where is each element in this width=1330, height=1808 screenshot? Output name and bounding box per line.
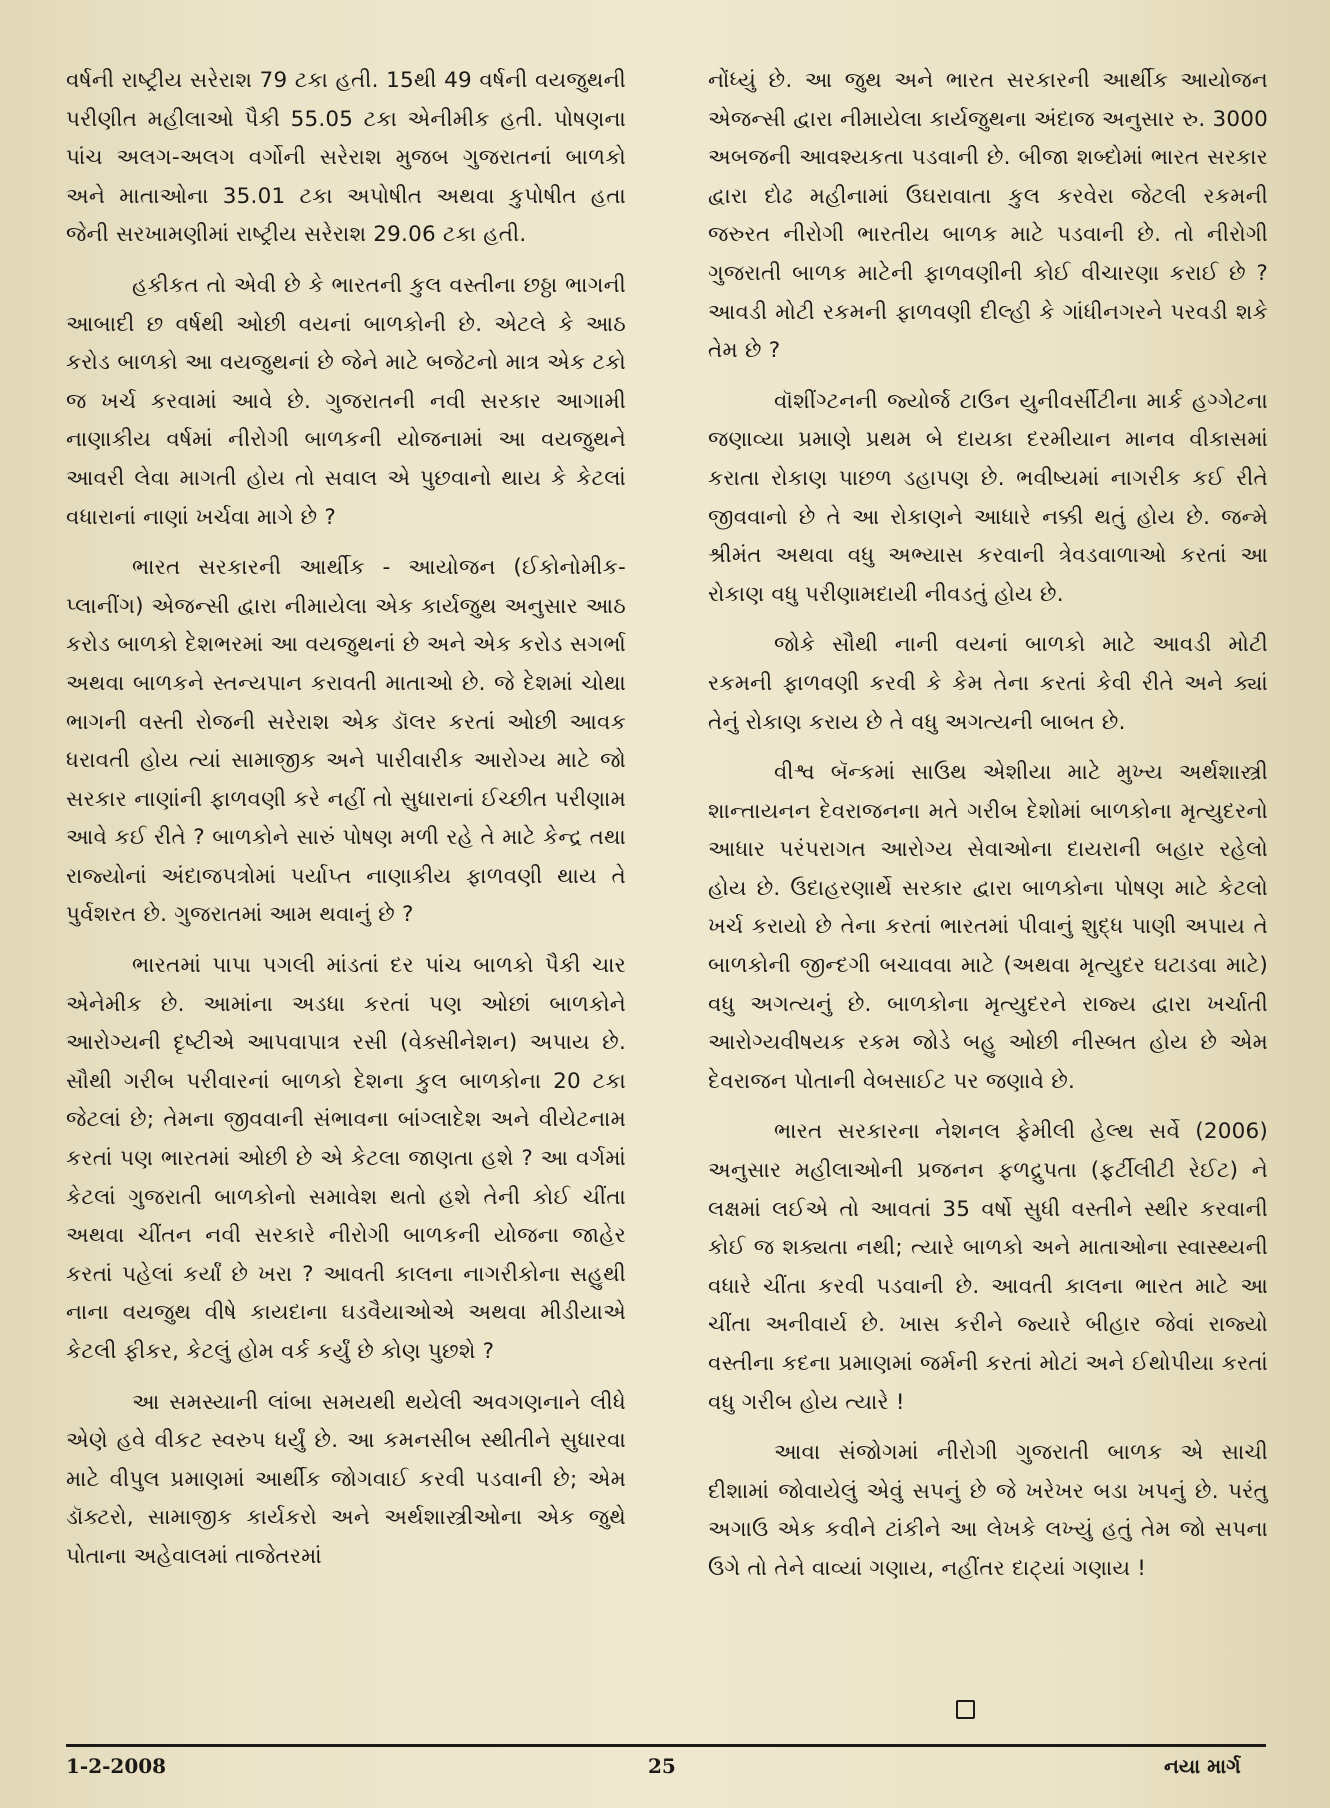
paragraph: નોંધ્યું છે. આ જુથ અને ભારત સરકારની આર્થીક આયોજન એજન્સી દ્વારા નીમાયેલા કાર્યજુથના અંદાજ અનુસાર રુ. 3000 અબજની આવશ્યકતા પડવાની છે. બીજા શબ્દોમાં ભારત સરકાર દ્વારા દોઢ મહીનામાં ઉઘરાવાતા કુલ કરવેરા જેટલી રકમની જરુરત નીરોગી ભારતીય બાળક માટે પડવાની છે. તો નીરોગી ગુજરાતી બાળક માટેની ફાળવણીની કોઈ વીચારણા કરાઈ છે ? આવડી મોટી રકમની ફાળવણી દીલ્હી કે ગાંધીનગરને પરવડી શકે તેમ છે ? bbox=[708, 68, 1268, 364]
paragraph: ભારતમાં પાપા પગલી માંડતાં દર પાંચ બાળકો પૈકી ચાર એનેમીક છે. આમાંના અડધા કરતાં પણ ઓછાં બાળકોને આરોગ્યની દૃષ્ટીએ આપવાપાત્ર રસી (વેક્સીનેશન) અપાય છે. સૌથી ગરીબ પરીવારનાં બાળકો દેશના કુલ બાળકોના 20 ટકા જેટલાં છે; તેમના જીવવાની સંભાવના બાંગ્લાદેશ અને વીયેટનામ કરતાં પણ ભારતમાં ઓછી છે એ કેટલા જાણતા હશે ? આ વર્ગમાં કેટલાં ગુજરાતી બાળકોનો સમાવેશ થતો હશે તેની કોઈ ચીંતા અથવા ચીંતન નવી સરકારે નીરોગી બાળકની યોજના જાહેર કરતાં પહેલાં કર્યાં છે ખરા ? આવતી કાલના નાગરીકોના સહુથી નાના વયજુથ વીષે કાયદાના ઘડવૈયાઓએ અથવા મીડીયાએ કેટલી ફીકર, કેટલું હોમ વર્ક કર્યું છે કોણ પુછશે ? bbox=[66, 953, 626, 1364]
page-number: 25 bbox=[648, 1754, 676, 1778]
publication-name: નયા માર્ગ bbox=[1164, 1754, 1241, 1778]
paragraph: હકીકત તો એવી છે કે ભારતની કુલ વસ્તીના છઠ્ઠા ભાગની આબાદી છ વર્ષથી ઓછી વયનાં બાળકોની છે. એટલે કે આઠ કરોડ બાળકો આ વયજુથનાં છે જેને માટે બજેટનો માત્ર એક ટકો જ ખર્ચ કરવામાં આવે છે. ગુજરાતની નવી સરકાર આગામી નાણાકીય વર્ષમાં નીરોગી બાળકની યોજનામાં આ વયજુથને આવરી લેવા માગતી હોય તો સવાલ એ પુછવાનો થાય કે કેટલાં વધારાનાં નાણાં ખર્ચવા માગે છે ? bbox=[66, 272, 626, 530]
paragraph: ભારત સરકારના નેશનલ ફેમીલી હેલ્થ સર્વે (2006) અનુસાર મહીલાઓની પ્રજનન ફળદ્રુપતા (ફર્ટીલીટી રેઈટ) ને લક્ષમાં લઈએ તો આવતાં 35 વર્ષો સુધી વસ્તીને સ્થીર કરવાની કોઈ જ શક્યતા નથી; ત્યારે બાળકો અને માતાઓના સ્વાસ્થ્યની વધારે ચીંતા કરવી પડવાની છે. આવતી કાલના ભારત માટે આ ચીંતા અનીવાર્ય છે. ખાસ કરીને જ્યારે બીહાર જેવાં રાજ્યો વસ્તીના કદના પ્રમાણમાં જર્મની કરતાં મોટાં અને ઈથોપીયા કરતાં વધુ ગરીબ હોય ત્યારે ! bbox=[708, 1119, 1268, 1415]
paragraph: આ સમસ્યાની લાંબા સમયથી થયેલી અવગણનાને લીધે એણે હવે વીકટ સ્વરુપ ધર્યું છે. આ કમનસીબ સ્થીતીને સુધારવા માટે વીપુલ પ્રમાણમાં આર્થીક જોગવાઈ કરવી પડવાની છે; એમ ડૉક્ટરો, સામાજીક કાર્યકરો અને અર્થશાસ્ત્રીઓના એક જુથે પોતાના અહેવાલમાં તાજેતરમાં bbox=[66, 1389, 626, 1569]
paragraph: આવા સંજોગમાં નીરોગી ગુજરાતી બાળક એ સાચી દીશામાં જોવાયેલું એવું સપનું છે જે ખરેખર બડા ખપનું છે. પરંતુ અગાઉ એક કવીને ટાંકીને આ લેખકે લખ્યું હતું તેમ જો સપના ઉગે તો તેને વાવ્યાં ગણાય, નહીંતર દાટ્યાં ગણાય ! bbox=[708, 1440, 1268, 1581]
footer-divider bbox=[66, 1744, 1266, 1747]
paragraph: જોકે સૌથી નાની વયનાં બાળકો માટે આવડી મોટી રકમની ફાળવણી કરવી કે કેમ તેના કરતાં કેવી રીતે અને ક્યાં તેનું રોકાણ કરાય છે તે વધુ અગત્યની બાબત છે. bbox=[708, 632, 1268, 735]
paragraph: વીશ્વ બૅન્કમાં સાઉથ એશીયા માટે મુખ્ય અર્થશાસ્ત્રી શાન્તાયનન દેવરાજનના મતે ગરીબ દેશોમાં બાળકોના મૃત્યુદરનો આધાર પરંપરાગત આરોગ્ય સેવાઓના દાયરાની બહાર રહેલો હોય છે. ઉદાહરણાર્થે સરકાર દ્વારા બાળકોના પોષણ માટે કેટલો ખર્ચ કરાયો છે તેના કરતાં ભારતમાં પીવાનું શુદ્ધ પાણી અપાય તે બાળકોની જીન્દગી બચાવવા માટે (અથવા મૃત્યુદર ઘટાડવા માટે) વધુ અગત્યનું છે. બાળકોના મૃત્યુદરને રાજ્ય દ્વારા ખર્ચાતી આરોગ્યવીષયક રકમ જોડે બહુ ઓછી નીસ્બત હોય છે એમ દેવરાજન પોતાની વેબસાઈટ પર જણાવે છે. bbox=[708, 760, 1268, 1094]
right-column bbox=[708, 62, 1268, 1601]
paragraph: વર્ષની રાષ્ટ્રીય સરેરાશ 79 ટકા હતી. 15થી 49 વર્ષની વયજુથની પરીણીત મહીલાઓ પૈકી 55.05 ટકા એનીમીક હતી. પોષણના પાંચ અલગ-અલગ વર્ગોની સરેરાશ મુજબ ગુજરાતનાં બાળકો અને માતાઓના 35.01 ટકા અપોષીત અથવા કુપોષીત હતા જેની સરખામણીમાં રાષ્ટ્રીય સરેરાશ 29.06 ટકા હતી. bbox=[66, 68, 626, 248]
paragraph: ભારત સરકારની આર્થીક - આયોજન (ઈકોનોમીક-પ્લાનીંગ) એજન્સી દ્વારા નીમાયેલા એક કાર્યજુથ અનુસાર આઠ કરોડ બાળકો દેશભરમાં આ વયજુથનાં છે અને એક કરોડ સગર્ભા અથવા બાળકને સ્તન્યપાન કરાવતી માતાઓ છે. જે દેશમાં ચોથા ભાગની વસ્તી રોજની સરેરાશ એક ડૉલર કરતાં ઓછી આવક ધરાવતી હોય ત્યાં સામાજીક અને પારીવારીક આરોગ્ય માટે જો સરકાર નાણાંની ફાળવણી કરે નહીં તો સુધારાનાં ઈચ્છીત પરીણામ આવે કઈ રીતે ? બાળકોને સારું પોષણ મળી રહે તે માટે કેન્દ્ર તથા રાજ્યોનાં અંદાજપત્રોમાં પર્યાપ્ત નાણાકીય ફાળવણી થાય તે પુર્વશરત છે. ગુજરાતમાં આમ થવાનું છે ? bbox=[66, 555, 626, 928]
paragraph: વૉશીંગ્ટનની જ્યોર્જ ટાઉન યુનીવર્સીટીના માર્ક હગ્ગેટના જણાવ્યા પ્રમાણે પ્રથમ બે દાયકા દરમીયાન માનવ વીકાસમાં કરાતા રોકાણ પાછળ ડહાપણ છે. ભવીષ્યમાં નાગરીક કઈ રીતે જીવવાનો છે તે આ રોકાણને આધારે નક્કી થતું હોય છે. જન્મે શ્રીમંત અથવા વધુ અભ્યાસ કરવાની ત્રેવડવાળાઓ કરતાં આ રોકાણ વધુ પરીણામદાયી નીવડતું હોય છે. bbox=[708, 388, 1268, 607]
footer-date: 1-2-2008 bbox=[66, 1754, 167, 1778]
end-of-article-mark bbox=[956, 1700, 975, 1719]
left-column bbox=[66, 62, 626, 1589]
